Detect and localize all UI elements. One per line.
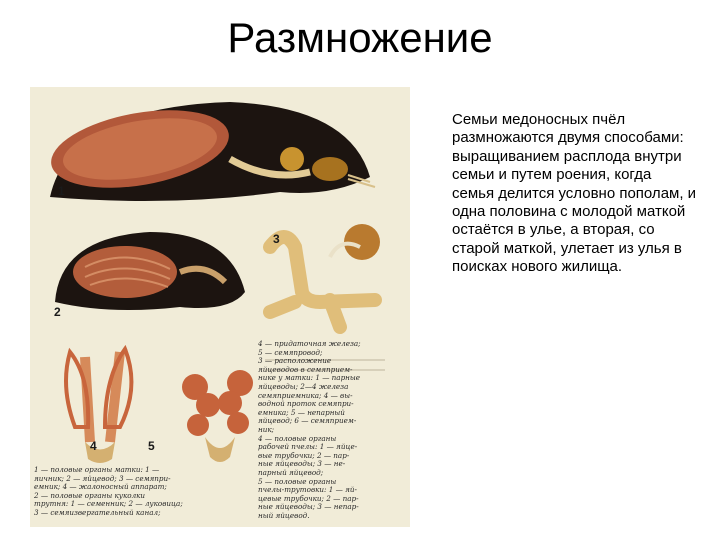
laying-worker-organs-illustration — [182, 370, 253, 462]
drone-pupa-illustration — [55, 232, 245, 310]
worker-organs-illustration — [66, 349, 131, 463]
oviducts-illustration — [270, 224, 380, 327]
anatomy-figure — [30, 87, 410, 527]
queen-abdomen-illustration — [45, 98, 375, 201]
figure-caption-right: 4 — придаточная железа; 5 — семяпровод; 3 — расположение яйцеводов в семяприем- нике у матки: 1 — парные яйцеводы; 2—4 железа семяприемника; 4 — вы- водной проток семяпри- емника; 5 — непарный яйцевод; 6 — семяприем- ник; 4 — половые органы рабочей пчелы: 1 — яйце- вые трубочки; 2 — пар- ные яйцеводы; 3 — не- парный яйцевод; 5 — половые органы пчелы-трутовки: 1 — яй- цевые трубочки; 2 — пар- ные яйцеводы; 3 — непар- ный яйцевод. — [258, 339, 361, 520]
figure-caption-bottom: 1 — половые органы матки: 1 — яичник; 2 — яйцевод; 3 — семяпри- емник; 4 — жалоносный аппарат; 2 — половые органы куколки трутня: 1 — семенник; 2 — луковица; 3 — семяизвергательный канал; — [34, 465, 183, 517]
slide-title: Размножение — [227, 14, 493, 61]
figure-number-5: 5 — [148, 439, 155, 453]
slide-body-text: Семьи медоносных пчёл размножаются двумя способами: выращиванием расплода внутри семьи и путем роения, когда семья делится условно пополам, и одна половина с молодой маткой остаётся в улье, а вторая, со старой маткой, улетает из улья в поисках нового жилища. — [452, 111, 697, 276]
figure-number-1: 1 — [58, 184, 65, 198]
figure-number-2: 2 — [54, 305, 61, 319]
figure-number-3: 3 — [273, 232, 280, 246]
figure-number-4: 4 — [90, 439, 97, 453]
